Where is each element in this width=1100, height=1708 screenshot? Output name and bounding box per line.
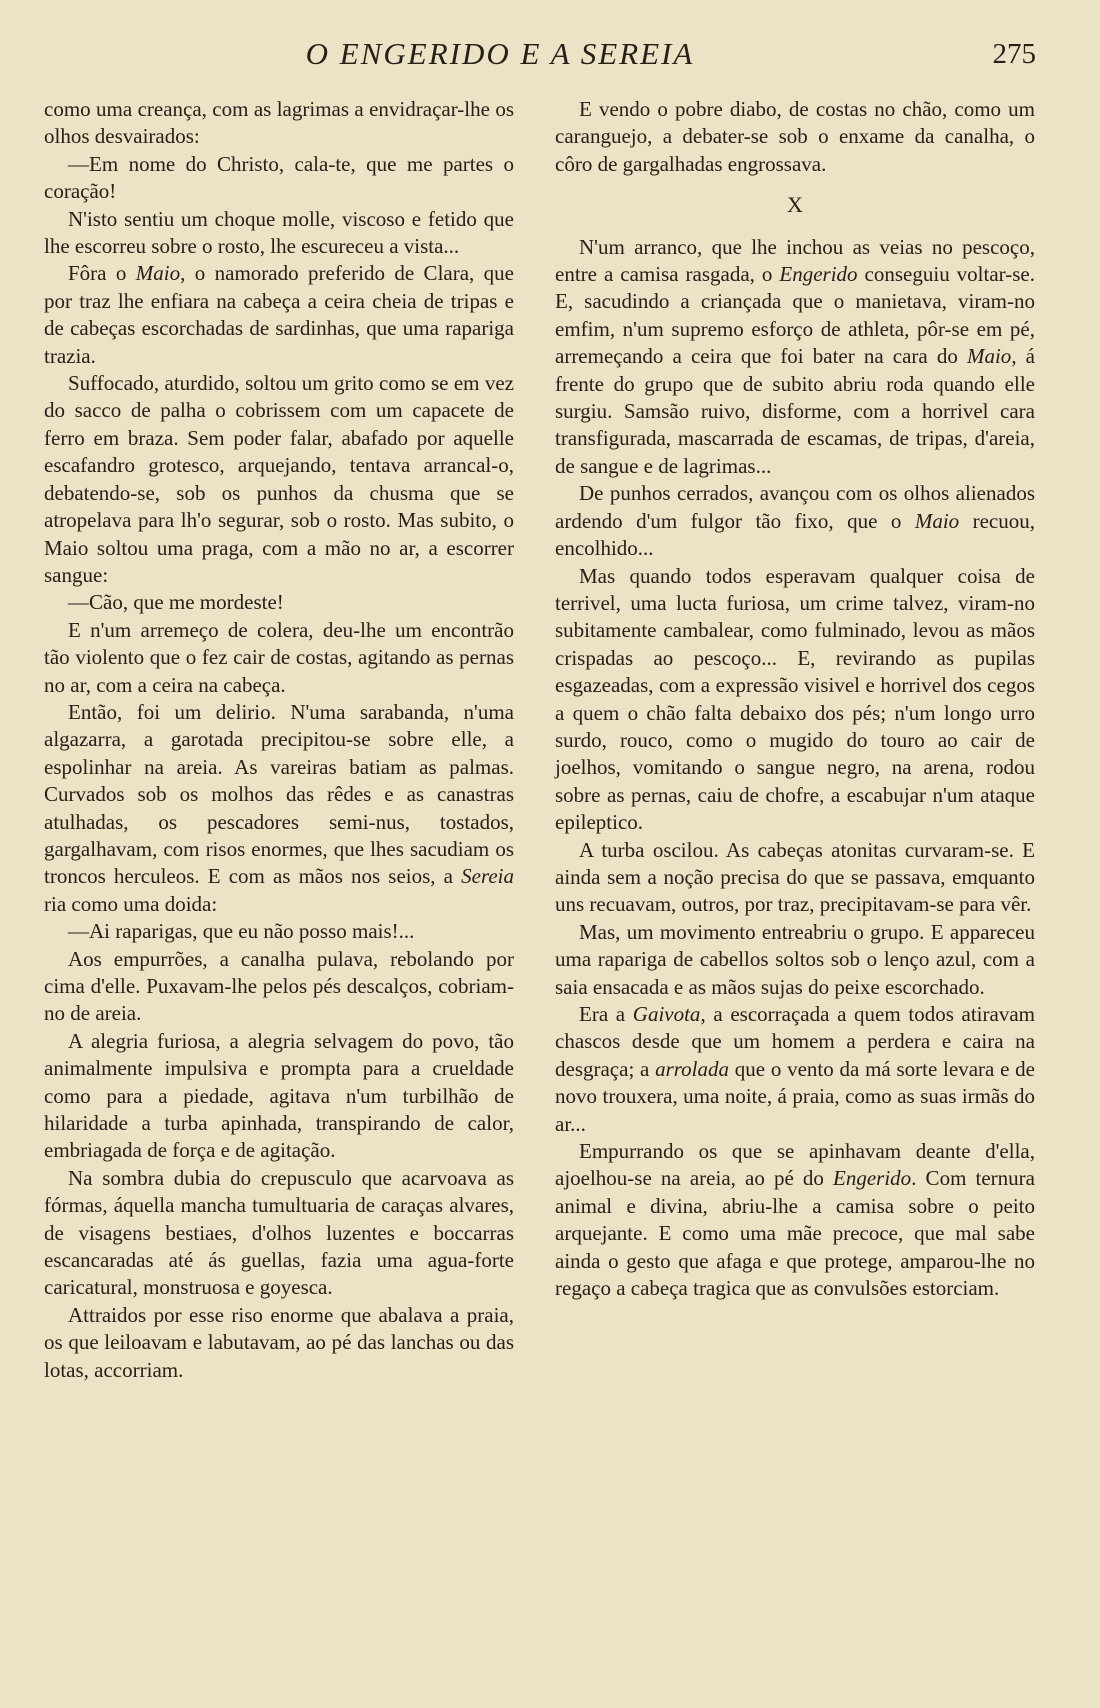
chapter-heading: X <box>787 192 803 218</box>
left-column <box>44 96 514 1384</box>
running-header <box>0 36 1100 80</box>
paragraph: —Ai raparigas, que eu não posso mais!... <box>68 919 415 944</box>
page-number: 275 <box>992 38 1036 70</box>
paragraph: Aos empurrões, a canalha pulava, rebolando por cima d'elle. Puxavam-lhe pelos pés descalços, cobriam-no de areia. <box>44 946 514 1026</box>
paragraph: A turba oscilou. As cabeças atonitas curvaram-se. E ainda sem a noção precisa do que se passava, emquanto uns recuavam, outros, por traz, precipitavam-se para vêr. <box>555 837 1035 917</box>
paragraph: Empurrando os que se apinhavam deante d'ella, ajoelhou-se na areia, ao pé do Engerido. Com ternura animal e divina, abriu-lhe a camisa sobre o peito arquejante. E como uma mãe precoce, que mal sabe ainda o gesto que afaga e que protege, amparou-lhe no regaço a cabeça tragica que as convulsões estorciam. <box>555 1139 1035 1301</box>
paragraph: E vendo o pobre diabo, de costas no chão, como um caranguejo, a debater-se sob o enxame da canalha, o côro de gargalhadas engrossava. <box>555 97 1035 176</box>
paragraph: —Em nome do Christo, cala-te, que me partes o coração! <box>44 151 514 204</box>
paragraph: E n'um arremeço de colera, deu-lhe um encontrão tão violento que o fez cair de costas, agitando as pernas no ar, com a ceira na cabeça. <box>44 617 514 697</box>
right-column <box>555 96 1035 1302</box>
paragraph: Era a Gaivota, a escorraçada a quem todos atiravam chascos desde que um homem a perdera e caira na desgraça; a arrolada que o vento da má sorte levara e de novo trouxera, uma noite, á praia, como as suas irmãs do ar... <box>555 1002 1035 1136</box>
paragraph: como uma creança, com as lagrimas a envidraçar-lhe os olhos desvairados: <box>44 97 514 149</box>
paragraph: N'isto sentiu um choque molle, viscoso e fetido que lhe escorreu sobre o rosto, lhe escureceu a vista... <box>44 206 514 259</box>
paragraph: Mas, um movimento entreabriu o grupo. E appareceu uma rapariga de cabellos soltos sob o lenço azul, com a saia ensacada e as mãos sujas do peixe escorchado. <box>555 919 1035 999</box>
paragraph: —Cão, que me mordeste! <box>68 590 284 615</box>
paragraph: Mas quando todos esperavam qualquer coisa de terrivel, uma lucta furiosa, um crime talvez, viram-no subitamente cambalear, como fulminado, levou as mãos crispadas ao pescoço... E, revirando as pupilas esgazeadas, com a expressão visivel e horrivel dos cegos a quem o chão falta debaixo dos pés; n'um longo urro surdo, rouco, como o mugido do touro ao cair de joelhos, vomitando o sangue negro, na arena, rodou sobre as pernas, caiu de chofre, a escabujar n'um ataque epileptico. <box>555 563 1035 835</box>
paragraph: A alegria furiosa, a alegria selvagem do povo, tão animalmente impulsiva e prompta para a crueldade como para a piedade, agitava n'um turbilhão de hilaridade a turba apinhada, transpirando de calor, embriagada de força e de agitação. <box>44 1028 514 1163</box>
paragraph: Na sombra dubia do crepusculo que acarvoava as fórmas, áquella mancha tumultuaria de caraças alvares, de visagens bestiaes, d'olhos luzentes e boccarras escancaradas até ás guellas, fazia uma agua-forte caricatural, monstruosa e goyesca. <box>44 1165 514 1300</box>
paragraph: De punhos cerrados, avançou com os olhos alienados ardendo d'um fulgor tão fixo, que o Maio recuou, encolhido... <box>555 481 1035 561</box>
paragraph: Suffocado, aturdido, soltou um grito como se em vez do sacco de palha o cobrissem com um capacete de ferro em braza. Sem poder falar, abafado por aquelle escafandro grotesco, arquejando, tentava arrancal-o, debatendo-se, sob os punhos da chusma que se atropelava para lh'o segurar, sob o rosto. Mas subito, o Maio soltou uma praga, com a mão no ar, a escorrer sangue: <box>44 371 514 587</box>
paragraph: Então, foi um delirio. N'uma sarabanda, n'uma algazarra, a garotada precipitou-se sobre elle, a espolinhar na areia. As vareiras batiam as palmas. Curvados sob os molhos das rêdes e as canastras atulhadas, os pescadores semi-nus, tostados, gargalhavam, com risos enormes, que lhes sacudiam os troncos herculeos. E com as mãos nos seios, a Sereia ria como uma doida: <box>44 699 514 916</box>
paragraph: N'um arranco, que lhe inchou as veias no pescoço, entre a camisa rasgada, o Engerido conseguiu voltar-se. E, sacudindo a criançada que o manietava, viram-no emfim, n'um supremo esforço de athleta, pôr-se em pé, arremeçando a ceira que foi bater na cara do Maio, á frente do grupo que de subito abriu roda quando elle surgiu. Samsão ruivo, disforme, com a horrivel cara transfigurada, mascarrada de escamas, de tripas, d'areia, de sangue e de lagrimas... <box>555 234 1035 478</box>
paragraph: Fôra o Maio, o namorado preferido de Clara, que por traz lhe enfiara na cabeça a ceira cheia de tripas e de cabeças escorchadas de sardinhas, que uma rapariga trazia. <box>44 261 514 368</box>
running-title: O ENGERIDO E A SEREIA <box>305 36 695 71</box>
paragraph: Attraidos por esse riso enorme que abalava a praia, os que leiloavam e labutavam, ao pé das lanchas ou das lotas, accorriam. <box>44 1302 514 1382</box>
